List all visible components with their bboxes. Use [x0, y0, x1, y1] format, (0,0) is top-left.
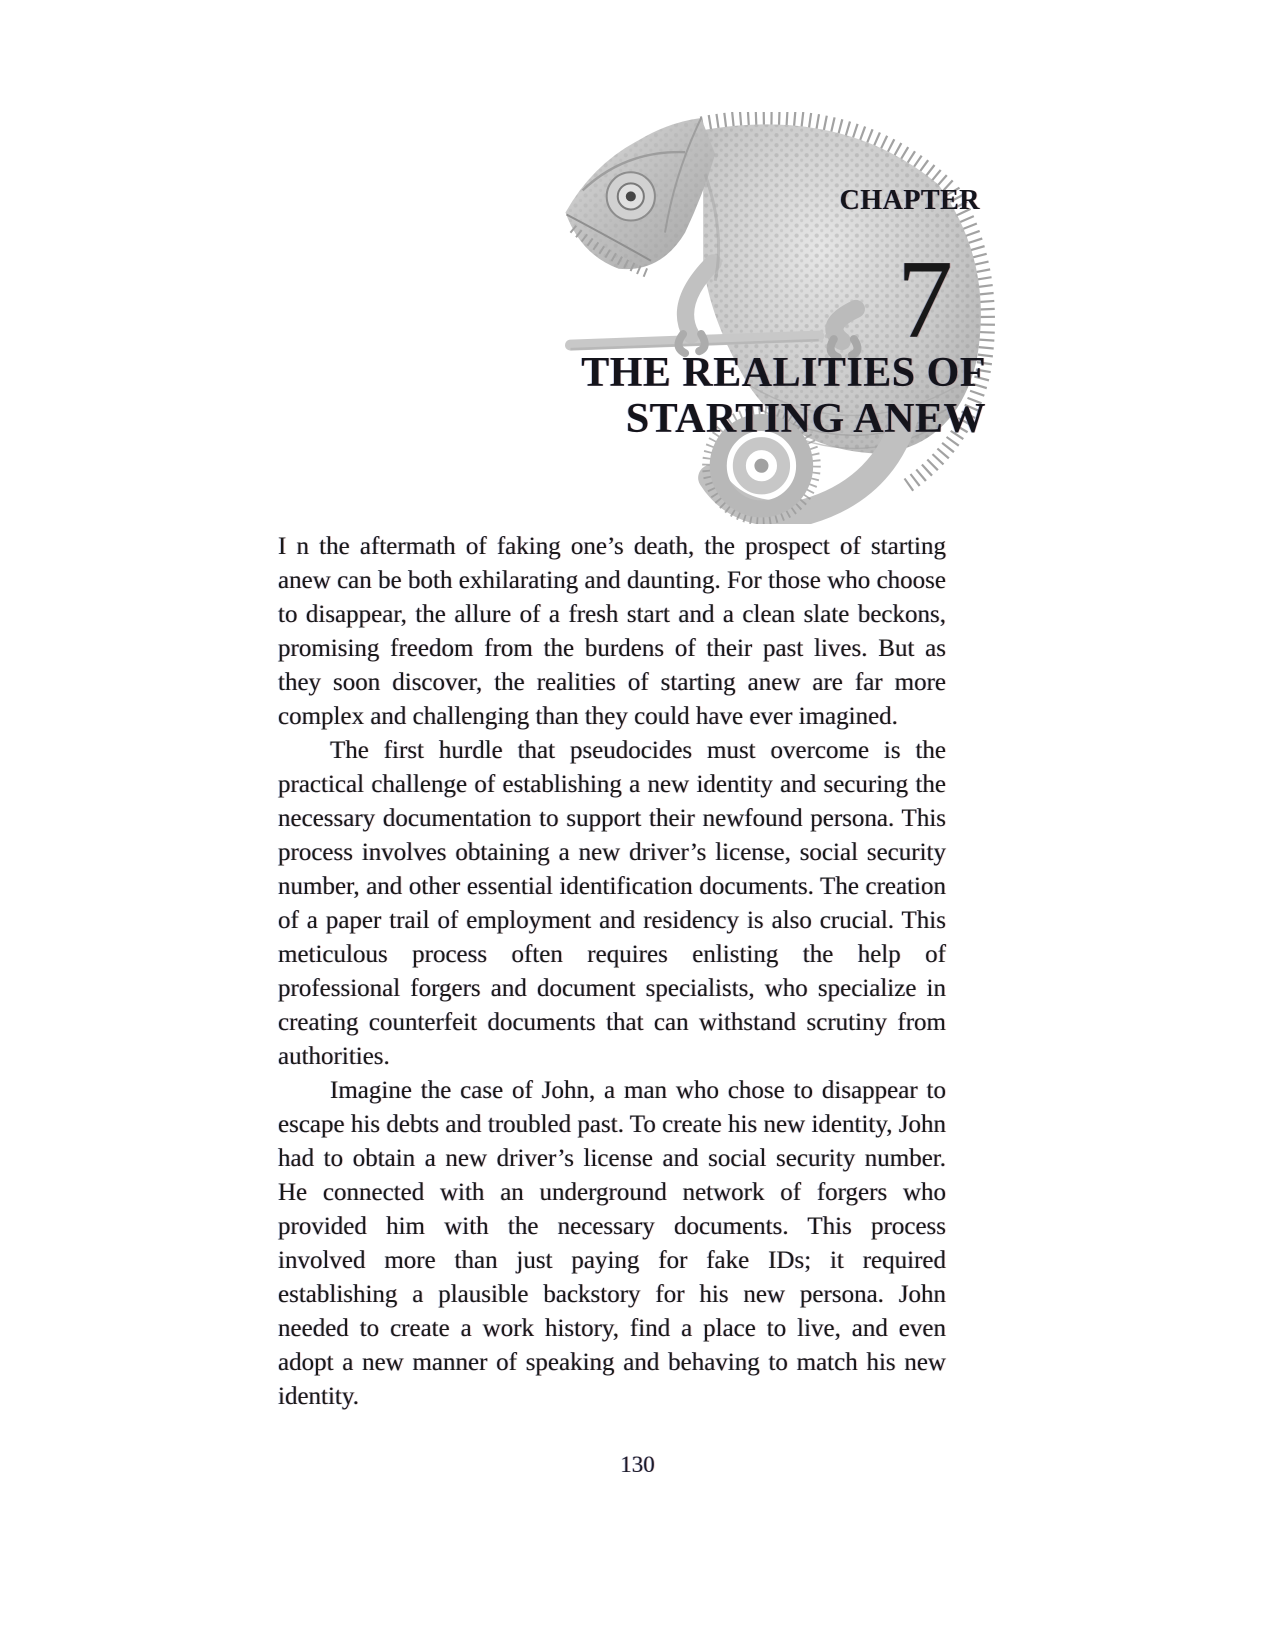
chapter-number: 7 — [897, 238, 953, 362]
body-text — [278, 530, 946, 1414]
paragraph-1: I n the aftermath of faking one’s death, the prospect of starting anew can be both exhilarating and daunting. For those who choose to disappear, the allure of a fresh start and a clean slate beckons, promising freedom from the burdens of their past lives. But as they soon discover, the realities of starting anew are far more complex and challenging than they could have ever imagined. — [278, 533, 946, 730]
chapter-title-line1: THE REALITIES OF — [581, 350, 986, 396]
chapter-label: CHAPTER — [839, 185, 980, 216]
paragraph-3: Imagine the case of John, a man who chose to disappear to escape his debts and troubled past. To create his new identity, John had to obtain a new driver’s license and social security number. He connected with an underground network of forgers who provided him with the necessary documents. This process involved more than just paying for fake IDs; it required establishing a plausible backstory for his new persona. John needed to create a work history, find a place to live, and even adopt a new manner of speaking and behaving to match his new identity. — [278, 1077, 946, 1410]
chapter-title — [581, 350, 986, 442]
chapter-title-line2: STARTING ANEW — [625, 396, 986, 442]
page-number: 130 — [620, 1452, 655, 1477]
paragraph-2: The first hurdle that pseudocides must overcome is the practical challenge of establishing a new identity and securing the necessary documentation to support their newfound persona. This process involves obtaining a new driver’s license, social security number, and other essential identification documents. The creation of a paper trail of employment and residency is also crucial. This meticulous process often requires enlisting the help of professional forgers and document specialists, who specialize in creating counterfeit documents that can withstand scrutiny from authorities. — [278, 737, 946, 1070]
